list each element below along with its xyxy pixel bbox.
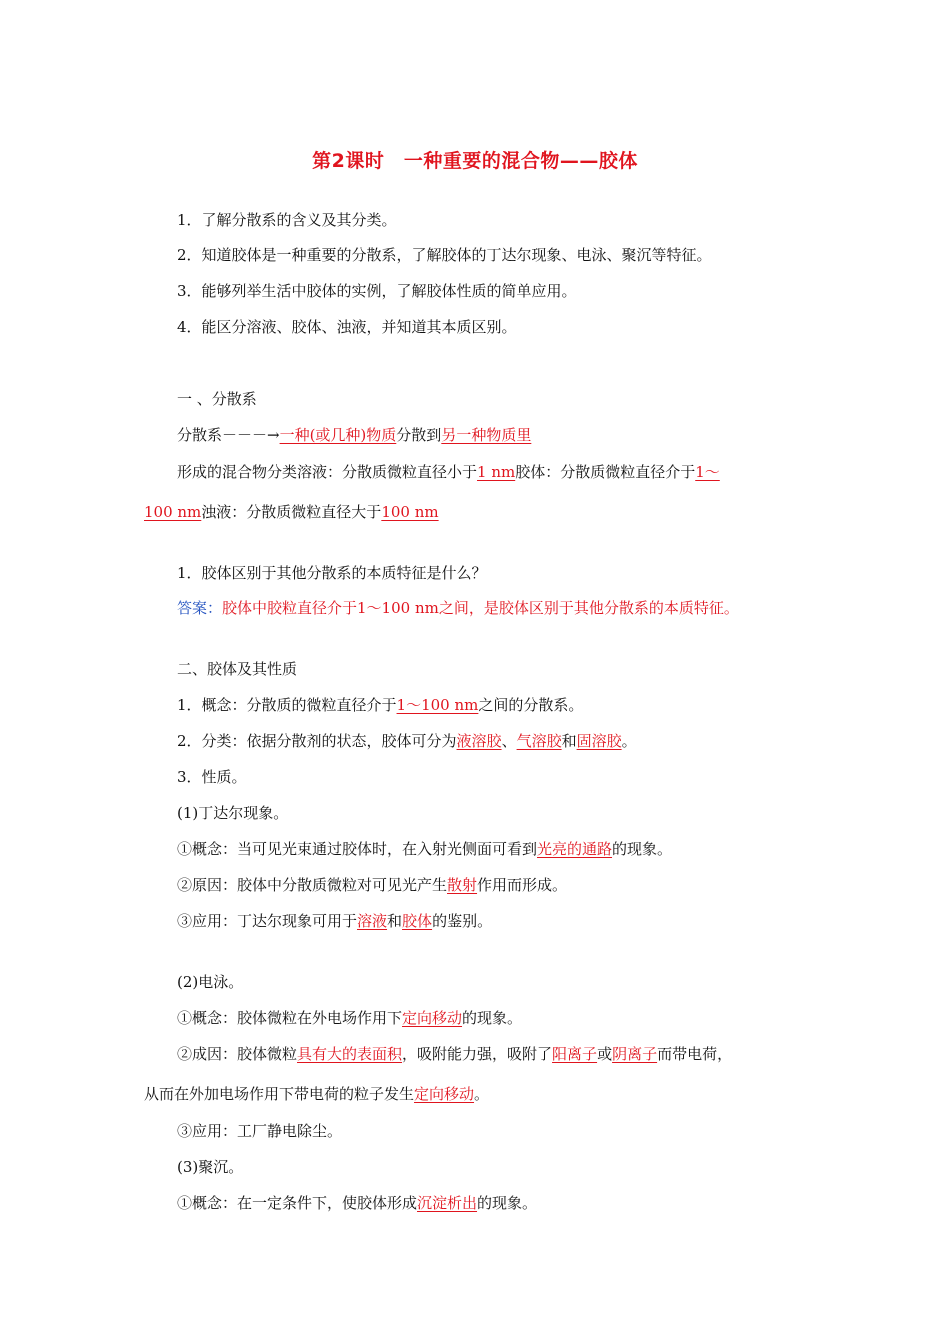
colloid-types	[177, 731, 637, 751]
blank-answer: 定向移动	[414, 1085, 475, 1103]
text: 。	[621, 732, 637, 750]
text: ②原因：胶体中分散质微粒对可见光产生	[177, 876, 448, 894]
text: 作用而形成。	[477, 876, 568, 894]
dispersion-classification-cont	[144, 502, 439, 522]
text: 的现象。	[477, 1194, 538, 1212]
page-title: 第2课时 一种重要的混合物——胶体	[312, 150, 638, 172]
blank-answer: 100 nm	[381, 503, 439, 521]
answer-label: 答案：	[177, 599, 223, 617]
tyndall-application	[177, 911, 492, 931]
blank-answer: 100 nm	[144, 503, 202, 521]
electrophoresis-reason-cont	[144, 1084, 489, 1104]
text: ①概念：胶体微粒在外电场作用下	[177, 1009, 403, 1027]
tyndall-heading: (1)丁达尔现象。	[177, 804, 289, 822]
answer-text: 胶体中胶粒直径介于1～100 nm之间，是胶体区别于其他分散系的本质特征。	[222, 599, 739, 617]
text: ①概念：当可见光束通过胶体时，在入射光侧面可看到	[177, 840, 538, 858]
text: 、	[501, 732, 517, 750]
blank-answer: 散射	[447, 876, 478, 894]
colloid-concept	[177, 695, 583, 715]
text: 之间的分散系。	[478, 696, 584, 714]
blank-answer: 溶液	[357, 912, 388, 930]
text: 分散到	[396, 426, 442, 444]
section-2-heading: 二、胶体及其性质	[177, 660, 298, 678]
text: 而带电荷，	[657, 1045, 733, 1063]
blank-answer: 一种(或几种)物质	[279, 426, 397, 444]
blank-answer: 1 nm	[477, 463, 516, 481]
text: ①概念：在一定条件下，使胶体形成	[177, 1194, 418, 1212]
objective-4: 4．能区分溶液、胶体、浊液，并知道其本质区别。	[177, 318, 517, 336]
text: 浊液：分散质微粒直径大于	[201, 503, 382, 521]
text: 的现象。	[462, 1009, 523, 1027]
text: 。	[474, 1085, 490, 1103]
text: 的现象。	[612, 840, 673, 858]
coagulation-concept	[177, 1193, 537, 1213]
text: 1．概念：分散质的微粒直径介于	[177, 696, 397, 714]
text: 形成的混合物分类溶液：分散质微粒直径小于	[177, 463, 478, 481]
text: 从而在外加电场作用下带电荷的粒子发生	[144, 1085, 415, 1103]
blank-answer: 另一种物质里	[441, 426, 532, 444]
tyndall-reason	[177, 875, 567, 895]
question-1: 1．胶体区别于其他分散系的本质特征是什么？	[177, 564, 487, 582]
dispersion-definition	[177, 425, 531, 445]
answer-1	[177, 598, 739, 618]
text: 和	[561, 732, 577, 750]
blank-answer: 光亮的通路	[537, 840, 613, 858]
blank-answer: 固溶胶	[576, 732, 622, 750]
electrophoresis-application: ③应用：工厂静电除尘。	[177, 1122, 343, 1140]
tyndall-concept	[177, 839, 672, 859]
objective-1: 1．了解分散系的含义及其分类。	[177, 211, 397, 229]
properties-heading: 3．性质。	[177, 768, 247, 786]
electrophoresis-reason	[177, 1044, 732, 1064]
blank-answer: 定向移动	[402, 1009, 463, 1027]
electrophoresis-concept	[177, 1008, 522, 1028]
text: ③应用：丁达尔现象可用于	[177, 912, 358, 930]
blank-answer: 具有大的表面积	[297, 1045, 403, 1063]
blank-answer: 阳离子	[552, 1045, 598, 1063]
blank-answer: 1～	[695, 463, 720, 481]
text: 胶体：分散质微粒直径介于	[515, 463, 696, 481]
blank-answer: 1～100 nm	[396, 696, 479, 714]
blank-answer: 气溶胶	[516, 732, 562, 750]
text: 的鉴别。	[432, 912, 493, 930]
text: 或	[597, 1045, 613, 1063]
text: 和	[387, 912, 403, 930]
objective-3: 3．能够列举生活中胶体的实例，了解胶体性质的简单应用。	[177, 282, 577, 300]
section-1-heading: 一 、分散系	[177, 390, 257, 408]
text: ，吸附能力强，吸附了	[402, 1045, 553, 1063]
electrophoresis-heading: (2)电泳。	[177, 973, 244, 991]
coagulation-heading: (3)聚沉。	[177, 1158, 244, 1176]
text: 2．分类：依据分散剂的状态，胶体可分为	[177, 732, 457, 750]
text: ②成因：胶体微粒	[177, 1045, 298, 1063]
blank-answer: 阴离子	[612, 1045, 658, 1063]
blank-answer: 胶体	[402, 912, 433, 930]
objective-2: 2．知道胶体是一种重要的分散系，了解胶体的丁达尔现象、电泳、聚沉等特征。	[177, 246, 712, 264]
blank-answer: 沉淀析出	[417, 1194, 478, 1212]
dispersion-classification	[177, 462, 720, 482]
blank-answer: 液溶胶	[456, 732, 502, 750]
text: 分散系－－－→	[177, 426, 280, 444]
